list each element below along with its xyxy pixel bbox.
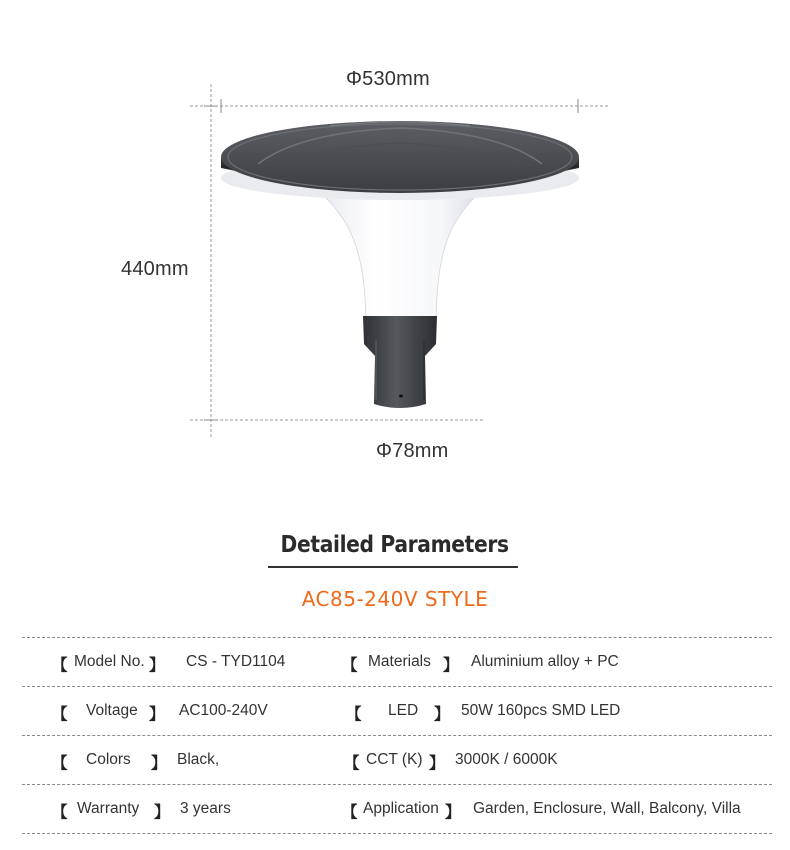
parameter-row: [22, 637, 772, 686]
lamp-diffuser: [318, 190, 482, 318]
param-label: CCT (K): [366, 751, 423, 768]
param-label: Materials: [368, 653, 431, 670]
param-label: Model No.: [74, 653, 145, 670]
bracket-open: 【: [344, 755, 360, 772]
parameter-row: [22, 686, 772, 735]
lamp-base: [363, 316, 437, 408]
voltage-style-subtitle: AC85-240V STYLE: [301, 587, 489, 611]
base-diameter-label: Φ78mm: [376, 440, 449, 462]
parameters-table: [22, 637, 772, 834]
param-value: CS - TYD1104: [186, 653, 286, 670]
parameter-row: [22, 784, 772, 834]
param-label: Colors: [86, 751, 131, 768]
bracket-open: 【: [52, 755, 68, 772]
bracket-close: 】: [434, 706, 450, 723]
bracket-open: 【: [52, 804, 68, 821]
title-underline: [268, 566, 518, 568]
height-label: 440mm: [121, 258, 189, 280]
param-value: 3 years: [180, 800, 231, 817]
bracket-open: 【: [342, 657, 358, 674]
section-title-text: Detailed Parameters: [280, 532, 510, 558]
bracket-close: 】: [149, 657, 165, 674]
param-value: AC100-240V: [179, 702, 268, 719]
bracket-open: 【: [342, 804, 358, 821]
param-label: Warranty: [77, 800, 140, 817]
param-value: Aluminium alloy + PC: [471, 653, 619, 670]
bracket-close: 】: [154, 804, 170, 821]
param-label: Voltage: [86, 702, 138, 719]
bracket-close: 】: [445, 804, 461, 821]
bracket-close: 】: [429, 755, 445, 772]
bracket-open: 【: [52, 657, 68, 674]
parameter-row: [22, 735, 772, 784]
bracket-open: 【: [346, 706, 362, 723]
bracket-open: 【: [52, 706, 68, 723]
section-title: [0, 532, 790, 562]
bracket-close: 】: [151, 755, 167, 772]
param-value: Black,: [177, 751, 220, 768]
param-value: 50W 160pcs SMD LED: [461, 702, 621, 719]
bracket-close: 】: [149, 706, 165, 723]
param-label: Application: [363, 800, 439, 817]
lamp-cap-top: [221, 121, 579, 193]
bracket-close: 】: [443, 657, 459, 674]
param-value: Garden, Enclosure, Wall, Balcony, Villa: [473, 800, 741, 817]
top-diameter-label: Φ530mm: [346, 68, 430, 90]
param-value: 3000K / 6000K: [455, 751, 558, 768]
param-label: LED: [388, 702, 419, 719]
